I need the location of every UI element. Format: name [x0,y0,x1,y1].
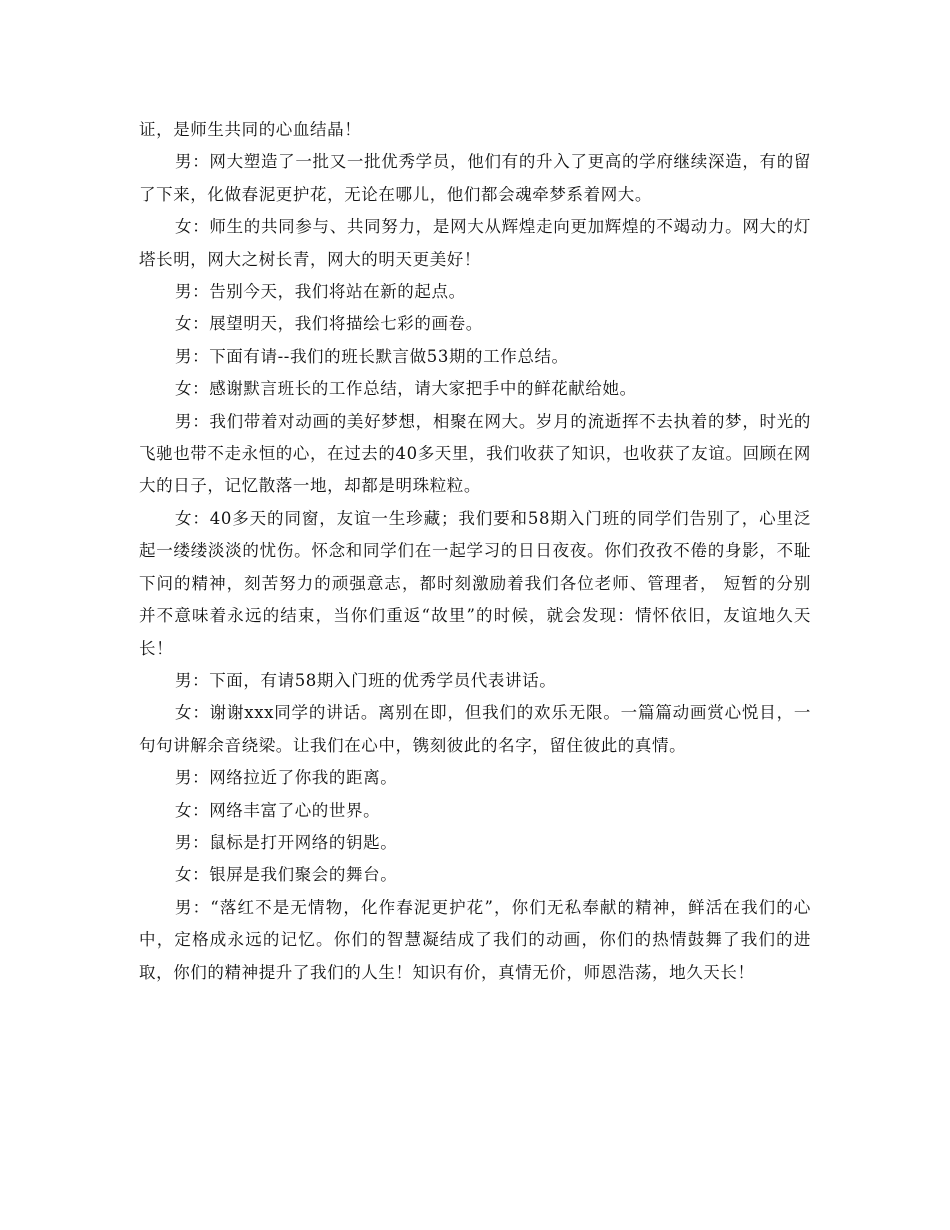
document-body [139,114,811,989]
paragraph-male-farewell: 男：告别今天，我们将站在新的起点。 [175,282,466,302]
paragraph-female-thanks-student: 女：谢谢xxx同学的讲话。离别在即，但我们的欢乐无限。一篇篇动画赏心悦目，一句句讲解余音绕梁。让我们在心中，镌刻彼此的名字，留住彼此的真情。 [139,703,811,755]
paragraph-female-tomorrow: 女：展望明天，我们将描绘七彩的画卷。 [175,314,483,334]
paragraph-female-effort: 女：师生的共同参与、共同努力，是网大从辉煌走向更加辉煌的不竭动力。网大的灯塔长明，网大之树长青，网大的明天更美好！ [139,217,811,269]
paragraph-female-thanks-monitor: 女：感谢默言班长的工作总结，请大家把手中的鲜花献给她。 [175,379,637,399]
paragraph-female-network-world: 女：网络丰富了心的世界。 [175,800,381,820]
paragraph-male-mouse-key: 男：鼠标是打开网络的钥匙。 [175,832,398,852]
paragraph-male-invite-monitor: 男：下面有请--我们的班长默言做53期的工作总结。 [175,346,569,366]
paragraph-male-dream: 男：我们带着对动画的美好梦想，相聚在网大。岁月的流逝挥不去执着的梦，时光的飞驰也带不走永恒的心，在过去的40多天里，我们收获了知识，也收获了友谊。回顾在网大的日子，记忆散落一地，却都是明珠粒粒。 [139,411,811,496]
paragraph-male-network-distance: 男：网络拉近了你我的距离。 [175,768,398,788]
paragraph-male-graduates: 男：网大塑造了一批又一批优秀学员，他们有的升入了更高的学府继续深造，有的留了下来，化做春泥更护花，无论在哪儿，他们都会魂牵梦系着网大。 [139,152,811,204]
paragraph-female-classmates: 女：40多天的同窗，友谊一生珍藏；我们要和58期入门班的同学们告别了，心里泛起一缕缕淡淡的忧伤。怀念和同学们在一起学习的日日夜夜。你们孜孜不倦的身影，不耻下问的精神，刻苦努力的顽强意志，都时刻激励着我们各位老师、管理者， 短暂的分别并不意味着永远的结束，当你们重返“故里”的时候，就会发现：情怀依旧，友谊地久天长！ [139,508,811,658]
paragraph-continuation: 证，是师生共同的心血结晶！ [139,120,362,139]
paragraph-female-screen-stage: 女：银屏是我们聚会的舞台。 [175,865,398,885]
paragraph-male-invite-student: 男：下面，有请58期入门班的优秀学员代表讲话。 [175,670,557,690]
paragraph-male-closing: 男：“落红不是无情物，化作春泥更护花”，你们无私奉献的精神，鲜活在我们的心中，定格成永远的记忆。你们的智慧凝结成了我们的动画，你们的热情鼓舞了我们的进取，你们的精神提升了我们的人生！知识有价，真情无价，师恩浩荡，地久天长！ [139,897,811,982]
